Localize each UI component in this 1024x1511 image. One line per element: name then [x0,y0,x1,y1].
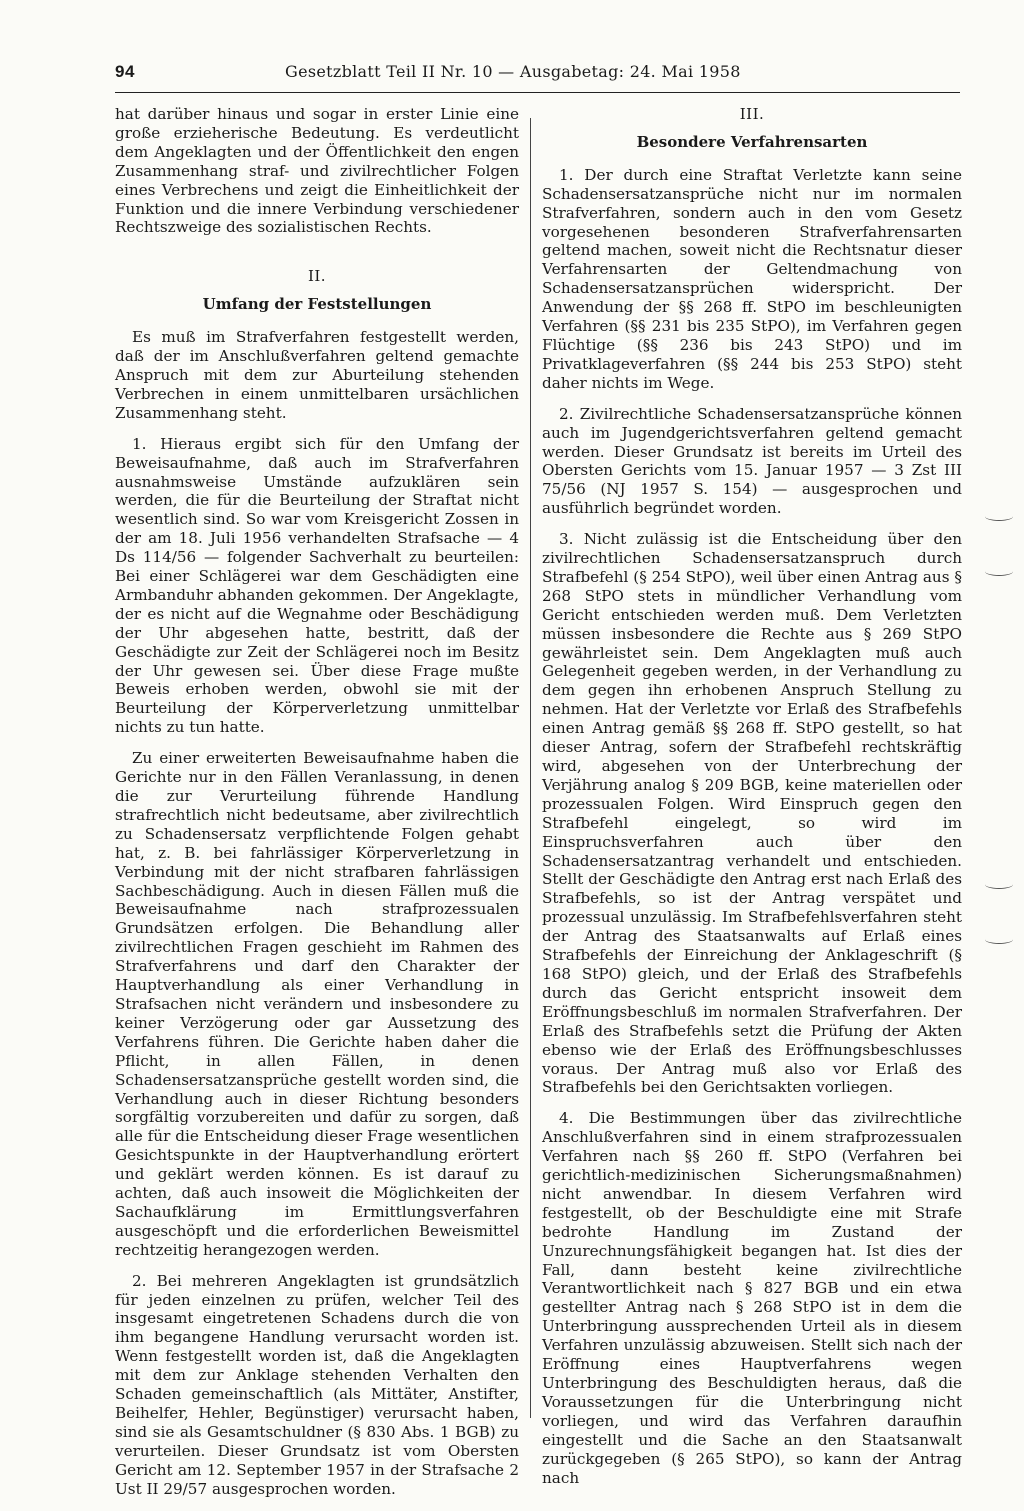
section-title: Umfang der Feststellungen [202,295,432,314]
left-column [115,105,519,1511]
margin-mark [985,935,1013,944]
section-number: II. [307,267,327,286]
paragraph: 1. Hieraus ergibt sich für den Umfang der Beweisaufnahme, daß auch im Strafverfahren ausnahmsweise Umstände aufzuklären sein werden, die für die Beurteilung der Straftat nicht wesentlich sind. So war vom Kreisgericht Zossen in der am 18. Juli 1956 verhandelten Strafsache — 4 Ds 114/56 — folgender Sachverhalt zu beurteilen: Bei einer Schlägerei war dem Geschädigten eine Armbanduhr abhanden gekommen. Der Angeklagte, der es nicht auf die Wegnahme oder Beschädigung der Uhr abgesehen hatte, bestritt, daß der Geschädigte zur Zeit der Schlägerei noch im Besitz der Uhr gewesen sei. Über diese Frage mußte Beweis erhoben werden, obwohl sie mit der Beurteilung der Körperverletzung unmittelbar nichts zu tun hatte. [115,434,519,737]
paragraph: Zu einer erweiterten Beweisaufnahme haben die Gerichte nur in den Fällen Veranlassung, in denen die zur Verurteilung führende Handlung strafrechtlich nicht bedeutsame, aber zivilrechtlich zu Schadensersatz verpflichtende Folgen gehabt hat, z. B. bei fahrlässiger Körperverletzung in Verbindung mit der nicht strafbaren fahrlässigen Sachbeschädigung. Auch in diesen Fällen muß die Beweisaufnahme nach strafprozessualen Grundsätzen erfolgen. Die Behandlung aller zivilrechtlichen Fragen geschieht im Rahmen des Strafverfahrens und darf den Charakter der Hauptverhandlung als einer Verhandlung in Strafsachen nicht verändern und insbesondere zu keiner Verzögerung oder gar Aussetzung des Verfahrens führen. Die Gerichte haben daher die Pflicht, in allen Fällen, in denen Schadensersatzansprüche gestellt worden sind, die Verhandlung auch in dieser Richtung besonders sorgfältig vorzubereiten und dafür zu sorgen, daß alle für die Entscheidung dieser Frage wesentlichen Gesichtspunkte in der Hauptverhandlung erörtert und geklärt werden können. Es ist darauf zu achten, daß auch insoweit die Möglichkeiten der Sachaufklärung im Ermittlungsverfahren ausgeschöpft und die erforderlichen Beweismittel rechtzeitig herangezogen werden. [115,749,519,1259]
margin-mark [985,512,1013,521]
paragraph: Es muß im Strafverfahren festgestellt werden, daß der im Anschlußverfahren geltend gemachte Anspruch mit dem zur Aburteilung stehenden Verbrechen in einem unmittelbaren ursächlichen Zusammenhang steht. [115,328,519,422]
margin-mark [985,880,1013,889]
paragraph: 4. Die Bestimmungen über das zivilrechtliche Anschlußverfahren sind in einem strafprozessualen Verfahren nach §§ 260 ff. StPO (Verfahren bei gerichtlich-medizinischen Sicherungsmaßnahmen) nicht anwendbar. In diesem Verfahren wird festgestellt, ob der Beschuldigte eine mit Strafe bedrohte Handlung im Zustand der Unzurechnungsfähigkeit begangen hat. Ist dies der Fall, dann besteht keine zivilrechtliche Verantwortlichkeit nach § 827 BGB und ein etwa gestellter Antrag nach § 268 StPO ist in dem die Unterbringung aussprechenden Urteil als in diesem Verfahren unzulässig abzuweisen. Stellt sich nach der Eröffnung eines Hauptverfahrens wegen Unterbringung des Beschuldigten heraus, daß die Voraussetzungen für die Unterbringung nicht vorliegen, und wird das Verfahren daraufhin eingestellt und die Sache an den Staatsanwalt zurückgegeben (§ 265 StPO), so kann der Antrag nach [542,1109,962,1487]
right-column [542,105,962,1499]
intro-paragraph: hat darüber hinaus und sogar in erster Linie eine große erzieherische Bedeutung. Es verdeutlicht dem Angeklagten und der Öffentlichkeit den engen Zusammenhang straf- und zivilrechtlicher Folgen eines Verbrechens und zeigt die Einheitlichkeit der Funktion und die innere Verbindung verschiedener Rechtszweige des sozialistischen Rechts. [115,105,519,237]
section-title: Besondere Verfahrensarten [636,132,868,151]
paragraph: 2. Zivilrechtliche Schadensersatzansprüche können auch im Jugendgerichtsverfahren geltend gemacht werden. Dieser Grundsatz ist bereits im Urteil des Obersten Gerichts vom 15. Januar 1957 — 3 Zst III 75/56 (NJ 1957 S. 154) — ausgesprochen und ausführlich begründet worden. [542,404,962,518]
paragraph: 3. Nicht zulässig ist die Entscheidung über den zivilrechtlichen Schadensersatzanspruch durch Strafbefehl (§ 254 StPO), weil über einen Antrag aus § 268 StPO stets in mündlicher Verhandlung vom Gericht entschieden werden muß. Dem Verletzten müssen insbesondere die Rechte aus § 269 StPO gewährleistet sein. Dem Angeklagten muß auch Gelegenheit gegeben werden, in der Verhandlung zu dem gegen ihn erhobenen Anspruch Stellung zu nehmen. Hat der Verletzte vor Erlaß des Strafbefehls einen Antrag gemäß §§ 268 ff. StPO gestellt, so hat dieser Antrag, sofern der Strafbefehl rechtskräftig wird, abgesehen von der Unterbrechung der Verjährung analog § 209 BGB, keine materiellen oder prozessualen Folgen. Wird Einspruch gegen den Strafbefehl eingelegt, so wird im Einspruchsverfahren auch über den Schadensersatzantrag verhandelt und entschieden. Stellt der Geschädigte den Antrag erst nach Erlaß des Strafbefehls, so ist der Antrag verspätet und prozessual unzulässig. Im Strafbefehlsverfahren steht der Antrag des Staatsanwalts auf Erlaß eines Strafbefehls der Einreichung der Anklageschrift (§ 168 StPO) gleich, und der Erlaß des Strafbefehls durch das Gericht entspricht insoweit dem Eröffnungsbeschluß im normalen Strafverfahren. Der Erlaß des Strafbefehls setzt die Prüfung der Akten ebenso wie der Erlaß des Eröffnungsbeschlusses voraus. Der Antrag muß also vor Erlaß des Strafbefehls bei den Gerichtsakten vorliegen. [542,530,962,1097]
paragraph: 1. Der durch eine Straftat Verletzte kann seine Schadensersatzansprüche nicht nur im normalen Strafverfahren, sondern auch in den vom Gesetz vorgesehenen besonderen Strafverfahrensarten geltend machen, soweit nicht die Rechtsnatur dieser Verfahrensarten der Geltendmachung von Schadensersatzansprüchen widerspricht. Der Anwendung der §§ 268 ff. StPO im beschleunigten Verfahren (§§ 231 bis 235 StPO), im Verfahren gegen Flüchtige (§§ 236 bis 243 StPO) und im Privatklageverfahren (§§ 244 bis 253 StPO) steht daher nichts im Wege. [542,165,962,392]
page-number: 94 [115,62,135,81]
margin-mark [985,567,1013,576]
running-head: Gesetzblatt Teil II Nr. 10 — Ausgabetag: 24. Mai 1958 [285,62,741,81]
page-header [115,62,960,93]
paragraph: 2. Bei mehreren Angeklagten ist grundsätzlich für jeden einzelnen zu prüfen, welcher Teil des insgesamt eingetretenen Schadens durch die von ihm begangene Handlung verursacht worden ist. Wenn festgestellt worden ist, daß die Angeklagten mit dem zur Anklage stehenden Verhalten den Schaden gemeinschaftlich (als Mittäter, Anstifter, Beihelfer, Hehler, Begünstiger) verursacht haben, sind sie als Gesamtschuldner (§ 830 Abs. 1 BGB) zu verurteilen. Dieser Grundsatz ist vom Obersten Gericht am 12. September 1957 in der Strafsache 2 Ust II 29/57 ausgesprochen worden. [115,1271,519,1498]
section-number: III. [739,105,765,123]
column-divider [530,118,531,1418]
